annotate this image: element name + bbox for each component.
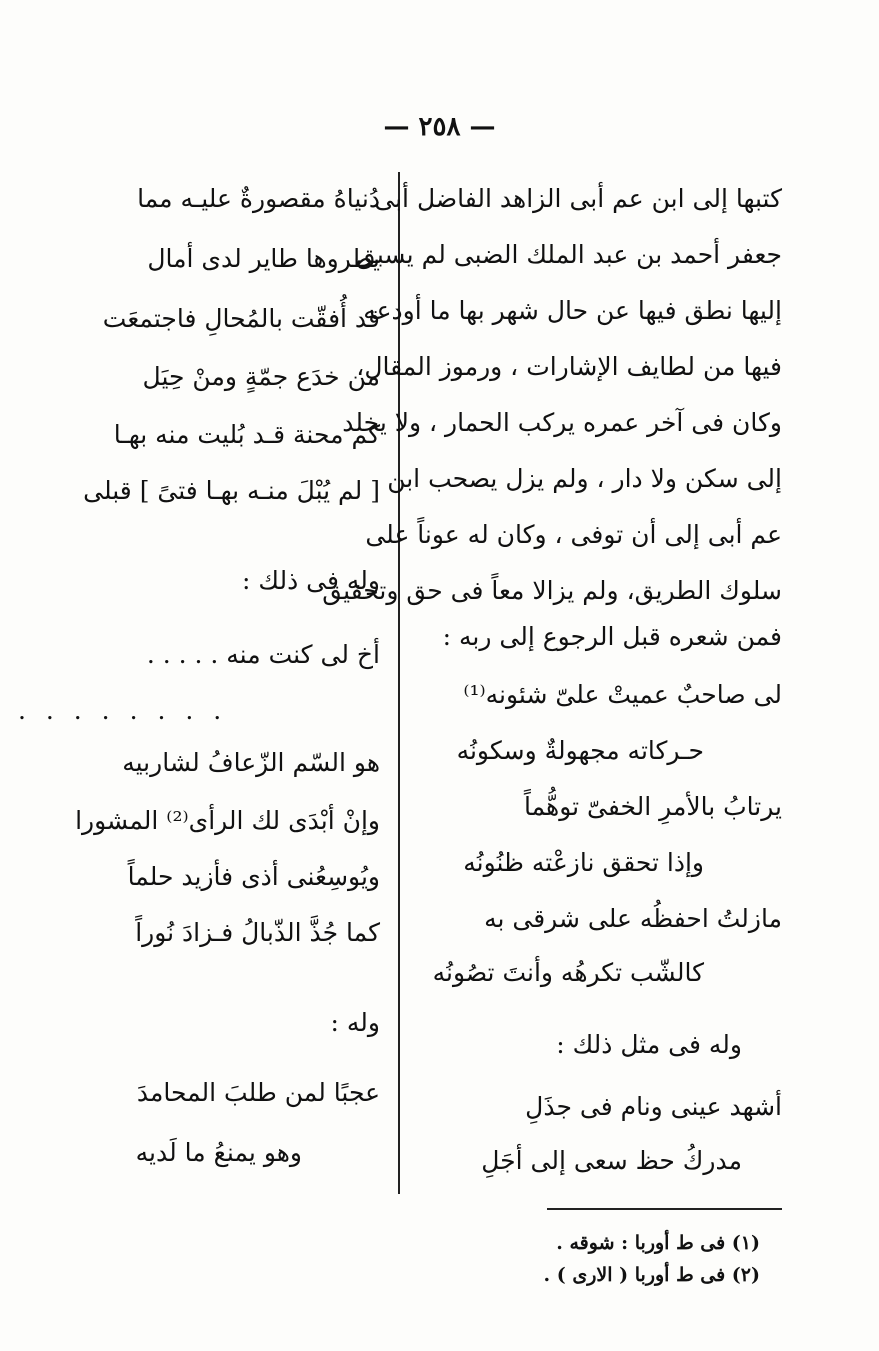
page-number: — ٢٥٨ — bbox=[383, 112, 496, 142]
verse-line: [ لم يُبْلَ منـه بهـا فتىً ] قبلى bbox=[83, 476, 380, 505]
prose-line: فيها من لطايف الإشارات ، ورموز المقال، bbox=[356, 352, 782, 381]
verse-line: دُنياهُ مقصورةٌ عليـه مما bbox=[137, 184, 380, 213]
verse-line: مدركُ حظ سعى إلى أجَلِ bbox=[481, 1146, 742, 1175]
verse-line: يرتابُ بالأمرِ الخفىّ توهُّماً bbox=[523, 792, 782, 821]
verse-line: قد أُفقّت بالمُحالِ فاجتمعَت bbox=[102, 304, 380, 333]
verse-line: وإنْ أبْدَى لك الرأى⁽²⁾ المشورا bbox=[75, 806, 380, 835]
verse-line: من خدَع جمّةٍ ومنْ حِيَل bbox=[142, 362, 380, 391]
footnote: (٢) فى ط أوربا ( الارى ) . bbox=[543, 1264, 760, 1286]
ellipsis-line: . . . . . . . . bbox=[18, 696, 228, 725]
section-heading: وله فى ذلك : bbox=[242, 566, 380, 595]
footnote: (١) فى ط أوربا : شوقه . bbox=[556, 1232, 760, 1254]
prose-line: كتبها إلى ابن عم أبى الزاهد الفاضل أبى bbox=[374, 184, 782, 213]
verse-line: هو السّم الزّعافُ لشاربيه bbox=[122, 748, 380, 777]
verse-line: كالشّب تكرهُه وأنتَ تصُونُه bbox=[432, 958, 704, 987]
verse-line: يطروها طاير لدى أمال bbox=[147, 244, 380, 273]
prose-line: إلى سكن ولا دار ، ولم يزل يصحب ابن bbox=[387, 464, 782, 493]
verse-line: أخ لى كنت منه . . . . . bbox=[146, 640, 380, 669]
column-divider bbox=[398, 172, 400, 1194]
verse-line: كما جُذَّ الذّبالُ فـزادَ نُوراً bbox=[135, 918, 380, 947]
prose-line: عم أبى إلى أن توفى ، وكان له عوناً على bbox=[365, 520, 782, 549]
verse-line: مازلتُ احفظُه على شرقى به bbox=[484, 904, 782, 933]
prose-line: وكان فى آخر عمره يركب الحمار ، ولا يخلد bbox=[342, 408, 782, 437]
verse-line: وهو يمنعُ ما لَديه bbox=[135, 1138, 302, 1167]
section-heading: وله : bbox=[330, 1008, 380, 1037]
verse-line: أشهد عينى ونام فى جذَلِ bbox=[525, 1092, 782, 1121]
verse-line: عجبًا لمن طلبَ المحامدَ bbox=[136, 1078, 380, 1107]
section-intro: فمن شعره قبل الرجوع إلى ربه : bbox=[442, 622, 782, 651]
footnote-rule bbox=[547, 1208, 782, 1210]
verse-line: كم محنة قـد بُليت منه بهـا bbox=[113, 420, 380, 449]
section-heading: وله فى مثل ذلك : bbox=[556, 1030, 742, 1059]
verse-line: وإذا تحقق نازعْته ظنُونُه bbox=[463, 848, 704, 877]
prose-line: جعفر أحمد بن عبد الملك الضبى لم يسبق bbox=[355, 240, 782, 269]
verse-line: حـركاته مجهولةٌ وسكونُه bbox=[456, 736, 704, 765]
verse-line: لى صاحبٌ عميتْ علىّ شئونه⁽¹⁾ bbox=[463, 680, 782, 709]
verse-line: ويُوسِعُنى أذى فأزيد حلماً bbox=[127, 862, 380, 891]
prose-line: سلوك الطريق، ولم يزالا معاً فى حق وتحقيق bbox=[322, 576, 782, 605]
prose-line: إليها نطق فيها عن حال شهر بها ما أودعه bbox=[363, 296, 782, 325]
